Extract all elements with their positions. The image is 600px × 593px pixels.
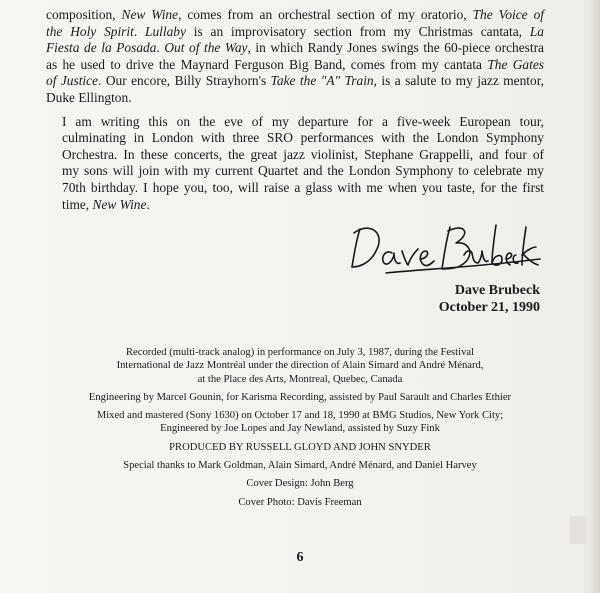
italic-title: The Voice of [472,7,544,22]
italic-title: New Wine [92,196,147,212]
text-line [46,73,544,90]
credit-line: Special thanks to Mark Goldman, Alain Simard, André Ménard, and Daniel Harvey [123,460,477,472]
credit-line: at the Place des Arts, Montreal, Quebec, Canada [197,373,403,385]
credit-block [60,459,540,472]
author-date: October 21, 1990 [438,300,540,315]
italic-title: Fiesta de la Posada [46,40,157,56]
handwritten-signature [346,219,546,279]
text-run: my sons will join with my current Quartet and the London Symphony to celebrate my [62,163,544,179]
text-run: . [156,40,165,56]
paragraph [46,114,544,214]
credit-line: PRODUCED BY RUSSELL GLOYD AND JOHN SNYDER [169,441,431,453]
italic-title: Out of the Way [164,40,248,56]
text-run: is an improvisatory section from my Christmas cantata, [185,23,530,39]
text-line [46,7,544,24]
credit-block [60,496,540,509]
production-credits [60,346,540,514]
text-line [46,40,544,57]
text-run: culminating in London with three SRO performances with the London Symphony [62,130,544,146]
italic-title: the Holy Spirit [46,23,134,39]
text-run: time, [62,196,93,212]
text-line [46,180,544,197]
text-run: I am writing this on the eve of my departure for a five-week European tour, [62,113,544,129]
italic-title: La [529,23,544,39]
credit-line: Engineering by Marcel Gounin, for Karisma Recording, assisted by Paul Sarault and Charles Ethier [88,391,512,403]
credit-block [60,477,540,490]
text-run: . [133,23,146,39]
credit-line: Cover Design: John Berg [246,478,354,490]
credit-line: International de Jazz Montréal under the direction of Alain Simard and André Ménard, [116,360,484,372]
credit-block [60,391,540,404]
credit-block [60,441,540,454]
edge-mark [570,516,586,544]
page-number: 6 [296,550,304,565]
credit-line: Engineered by Joe Lopes and Jay Newland, assisted by Suzy Fink [160,423,440,435]
credit-block [60,346,540,386]
text-run: , in which Randy Jones swings the 60-piece orchestra [247,40,544,56]
italic-title: New Wine [121,7,179,22]
liner-notes-text [46,7,544,213]
paragraph [46,7,544,107]
credit-block [60,409,540,436]
text-line [46,90,544,107]
text-run: , is a salute to my jazz mentor, [373,73,544,89]
text-line [46,197,544,214]
text-line [46,24,544,41]
text-run: Duke Ellington. [46,89,132,105]
italic-title: The Gates [487,56,544,72]
text-run: 70th birthday. I hope you, too, will raise a glass with me when you taste, for the first [62,179,544,195]
credit-line: Recorded (multi-track analog) in performance on July 3, 1987, during the Festival [125,347,475,358]
italic-title: of Justice [46,73,99,89]
text-line [46,57,544,74]
text-run: . [146,196,150,212]
text-run: composition, [46,7,122,22]
text-run: Orchestra. In these concerts, the great jazz violinist, Stephane Grappelli, and four of [62,146,544,162]
italic-title: Lullaby [145,23,186,39]
text-run: , comes from an orchestral section of my oratorio, [178,7,473,22]
text-run: as he used to drive the Maynard Ferguson Big Band, comes from my cantata [46,56,488,72]
text-line [46,114,544,131]
page-edge-shadow [590,0,600,593]
text-run: . Our encore, Billy Strayhorn's [98,73,271,89]
text-line [46,147,544,164]
credit-line: Cover Photo: Davis Freeman [238,496,362,508]
credit-line: Mixed and mastered (Sony 1630) on October 17 and 18, 1990 at BMG Studios, New York City; [96,410,504,422]
text-line [46,163,544,180]
text-line [46,130,544,147]
signature-block [439,282,540,316]
author-name: Dave Brubeck [454,283,540,298]
italic-title: Take the "A" Train [270,73,374,89]
